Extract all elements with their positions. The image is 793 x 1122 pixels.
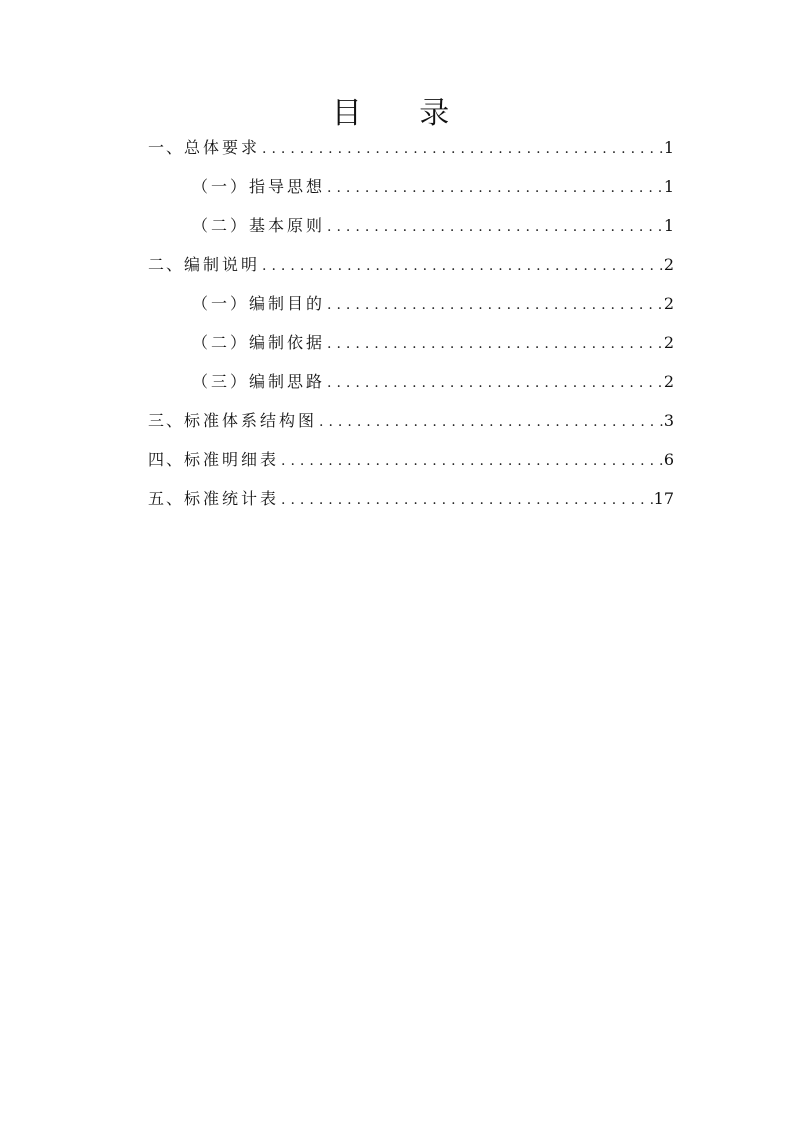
toc-entry-page: 2 (663, 294, 674, 313)
toc-entry[interactable] (148, 443, 674, 482)
toc-entry[interactable] (148, 131, 674, 170)
toc-entry-number: 三、 (148, 411, 185, 430)
toc-entry[interactable] (148, 365, 674, 404)
toc-leader-dots (260, 132, 664, 166)
toc-entry-page: 2 (663, 333, 674, 352)
toc-entry-number: 五、 (148, 489, 185, 508)
toc-entry-page: 1 (663, 138, 674, 157)
toc-title: 目 录 (331, 96, 474, 131)
toc-leader-dots (317, 405, 664, 439)
toc-leader-dots (279, 483, 654, 517)
toc-entry-label: （三）编制思路 (192, 372, 326, 391)
toc-entry-number: 一、 (148, 138, 185, 157)
toc-entry[interactable] (148, 248, 674, 287)
toc-leader-dots (260, 249, 664, 283)
toc-entry-page: 6 (663, 450, 674, 469)
toc-leader-dots (325, 366, 664, 400)
toc-entry[interactable] (148, 287, 674, 326)
table-of-contents (148, 131, 674, 521)
toc-leader-dots (325, 171, 664, 205)
toc-entry-page: 2 (663, 372, 674, 391)
toc-entry-page: 3 (663, 411, 674, 430)
toc-entry-page: 1 (663, 177, 674, 196)
toc-leader-dots (325, 327, 664, 361)
toc-entry-page: 2 (663, 255, 674, 274)
toc-entry-label: 标准统计表 (184, 489, 280, 508)
toc-entry[interactable] (148, 404, 674, 443)
toc-entry-number: 四、 (148, 450, 185, 469)
toc-entry-label: 标准体系结构图 (184, 411, 318, 430)
toc-entry[interactable] (148, 170, 674, 209)
toc-entry-label: （一）指导思想 (192, 177, 326, 196)
toc-entry[interactable] (148, 326, 674, 365)
toc-entry[interactable] (148, 482, 674, 521)
toc-entry-label: 编制说明 (184, 255, 261, 274)
toc-leader-dots (325, 288, 664, 322)
toc-leader-dots (279, 444, 664, 478)
toc-entry-label: （一）编制目的 (192, 294, 326, 313)
toc-leader-dots (325, 210, 664, 244)
toc-entry-label: 总体要求 (184, 138, 261, 157)
toc-entry-page: 1 (663, 216, 674, 235)
toc-entry-page: 17 (653, 489, 674, 508)
toc-entry-label: 标准明细表 (184, 450, 280, 469)
toc-entry-number: 二、 (148, 255, 185, 274)
toc-entry-label: （二）编制依据 (192, 333, 326, 352)
toc-entry[interactable] (148, 209, 674, 248)
toc-entry-label: （二）基本原则 (192, 216, 326, 235)
